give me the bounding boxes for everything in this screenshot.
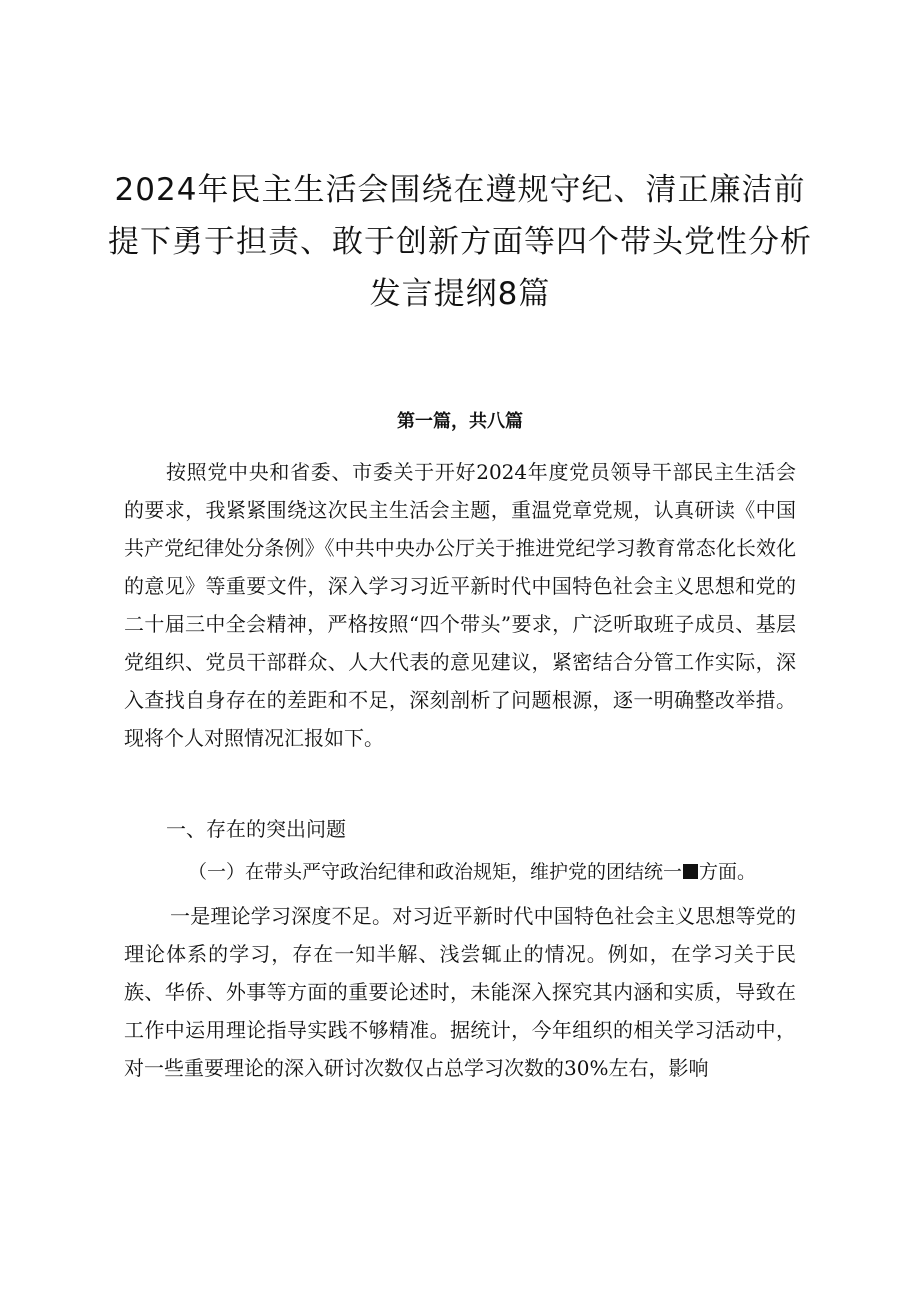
- intro-paragraph: 按照党中央和省委、市委关于开好2024年度党员领导干部民主生活会的要求，我紧紧围绕这次民主生活会主题，重温党章党规，认真研读《中国共产党纪律处分条例》《中共中央办公厅关于推进党纪学习教育常态化长效化的意见》等重要文件，深入学习习近平新时代中国特色社会主义思想和党的二十届三中全会精神，严格按照“四个带头”要求，广泛听取班子成员、基层党组织、党员干部群众、人大代表的意见建议，紧密结合分管工作实际，深入查找自身存在的差距和不足，深刻剖析了问题根源，逐一明确整改举措。现将个人对照情况汇报如下。: [124, 460, 796, 750]
- section-title: 第一篇，共八篇: [397, 411, 523, 432]
- subheading-political-discipline: [188, 855, 808, 889]
- document-title: 2024年民主生活会围绕在遵规守纪、清正廉洁前提下勇于担责、敢于创新方面等四个带头党性分析发言提纲8篇: [108, 172, 812, 312]
- theory-study-paragraph: 一是理论学习深度不足。对习近平新时代中国特色社会主义思想等党的理论体系的学习，存在一知半解、浅尝辄止的情况。例如，在学习关于民族、华侨、外事等方面的重要论述时，未能深入探究其内涵和实质，导致在工作中运用理论指导实践不够精准。据统计，今年组织的相关学习活动中，对一些重要理论的深入研讨次数仅占总学习次数的30%左右，影响: [124, 904, 796, 1080]
- square-bullet-icon: [683, 864, 698, 879]
- heading-existing-problems: 一、存在的突出问题: [166, 817, 346, 841]
- subheading-text-before: （一）在带头严守政治纪律和政治规矩，维护党的团结统一: [188, 861, 683, 883]
- subheading-text-after: 方面。: [699, 861, 757, 883]
